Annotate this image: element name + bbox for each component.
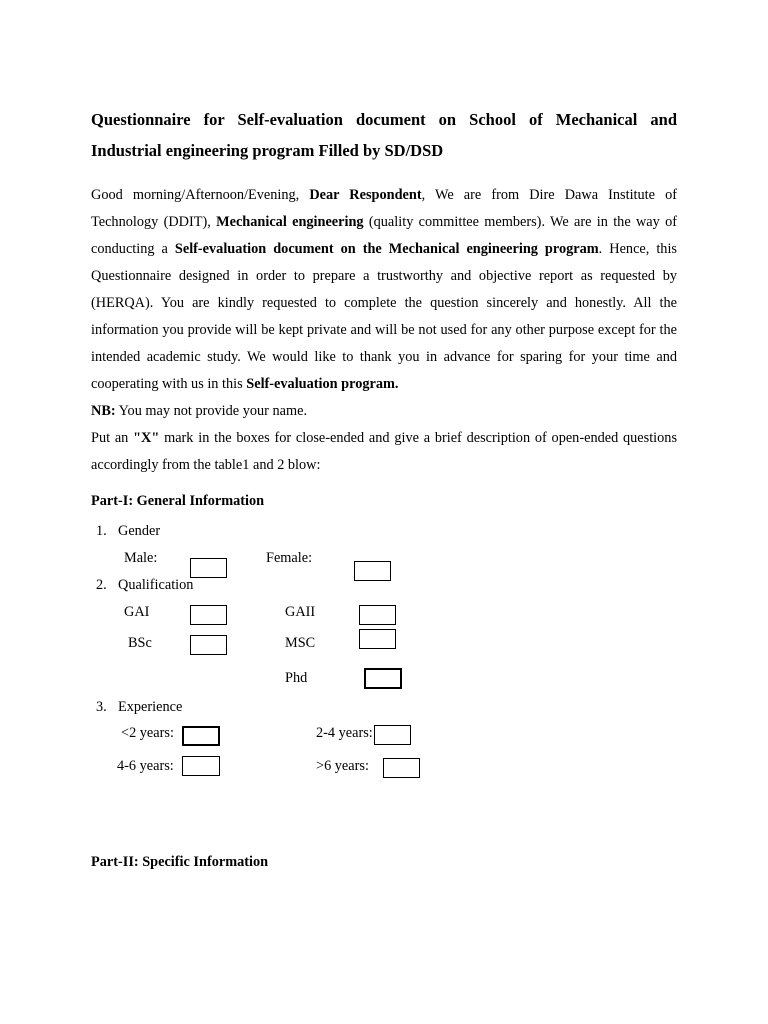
part1-heading: Part-I: General Information (91, 493, 265, 509)
intro-paragraph (91, 182, 677, 398)
exp-2-4-checkbox[interactable] (374, 725, 411, 745)
intro-bold-respondent: Dear Respondent (309, 187, 422, 203)
exp-lt2-checkbox[interactable] (182, 726, 220, 746)
q2-label: Qualification (118, 577, 194, 593)
intro-bold-mech: Mechanical engineering (216, 214, 364, 230)
intro-text-1: Good morning/Afternoon/Evening, (91, 187, 310, 203)
female-label: Female: (266, 550, 313, 566)
bsc-checkbox[interactable] (190, 635, 227, 655)
intro-section (91, 182, 677, 479)
male-label: Male: (124, 550, 158, 566)
exp-4-6-checkbox[interactable] (182, 756, 220, 776)
document-title: Questionnaire for Self-evaluation document on School of Mechanical and Industrial engineering program Filled by SD/DSD (91, 110, 677, 160)
instruction-paragraph (91, 425, 677, 479)
instruction-text-2: mark in the boxes for close-ended and give a brief description of open-ended questions accordingly from the table1 and 2 blow: (91, 430, 678, 473)
female-checkbox[interactable] (354, 561, 391, 581)
q1-label: Gender (118, 523, 161, 539)
exp-4-6-label: 4-6 years: (117, 758, 174, 774)
gaii-checkbox[interactable] (359, 605, 396, 625)
intro-bold-program: Self-evaluation program. (246, 376, 399, 392)
msc-label: MSC (285, 635, 316, 651)
q2-number: 2. (96, 577, 107, 593)
exp-gt6-label: >6 years: (316, 758, 369, 774)
instruction-text-1: Put an (91, 430, 134, 446)
nb-text: You may not provide your name. (115, 403, 308, 419)
nb-label: NB: (91, 403, 116, 419)
exp-lt2-label: <2 years: (121, 725, 174, 741)
phd-checkbox[interactable] (364, 668, 402, 689)
instruction-x-mark: "X" (133, 430, 160, 446)
q3-label: Experience (118, 699, 183, 715)
intro-text-2: , We are from Dire Dawa Institute of Technology (DDIT), (91, 187, 677, 230)
phd-label: Phd (285, 670, 308, 686)
gaii-label: GAII (285, 604, 316, 620)
intro-bold-self-eval: Self-evaluation document on the Mechanical engineering program (174, 241, 599, 257)
nb-note (91, 398, 677, 425)
male-checkbox[interactable] (190, 558, 227, 578)
intro-text-3: (quality committee members). We are in the way of conducting a (91, 214, 677, 257)
gai-label: GAI (124, 604, 150, 620)
exp-gt6-checkbox[interactable] (383, 758, 420, 778)
bsc-label: BSc (128, 635, 152, 651)
q1-number: 1. (96, 523, 107, 539)
q3-number: 3. (96, 699, 107, 715)
intro-text-4: . Hence, this Questionnaire designed in order to prepare a trustworthy and objective report as requested by (HERQA). You are kindly requested to complete the question sincerely and honestly. All the information you provide will be kept private and will be not used for any other purpose except for the intended academic study. We would like to thank you in advance for sparing for your time and cooperating with us in this (91, 241, 677, 392)
part2-heading: Part-II: Specific Information (91, 854, 269, 870)
msc-checkbox[interactable] (359, 629, 396, 649)
exp-2-4-label: 2-4 years: (316, 725, 373, 741)
gai-checkbox[interactable] (190, 605, 227, 625)
